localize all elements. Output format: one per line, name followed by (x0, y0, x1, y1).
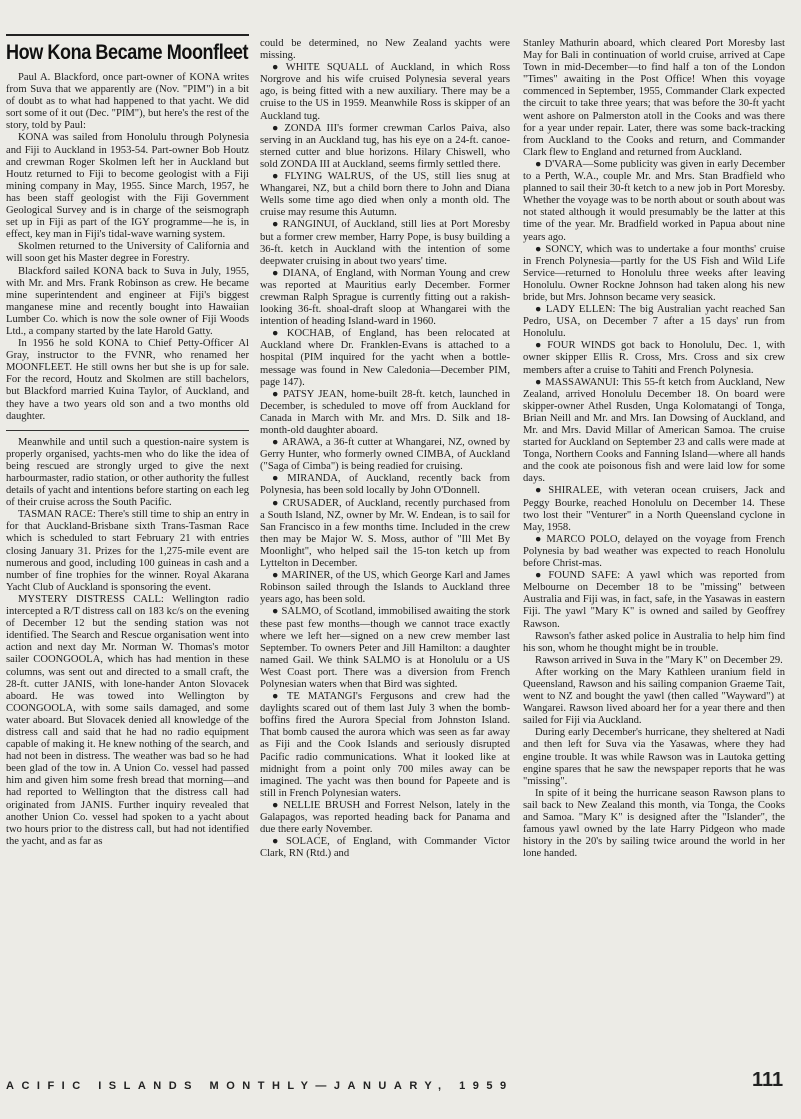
yacht-note: ● RANGINUI, of Auckland, still lies at Port Moresby but a former crew member, Harry Pope, is busy building a 36-ft. ketch in Auckland with the intention of some deepwater cruising in about two years' time. (260, 219, 510, 267)
bullet-icon: ● (272, 437, 279, 449)
bullet-icon: ● (272, 799, 281, 811)
yacht-note: ● PATSY JEAN, home-built 28-ft. ketch, launched in December, is scheduled to move off from Auckland for Canada in March with Mr. and Mrs. D. Silk and 18-month-old daughter aboard. (260, 388, 510, 436)
yacht-note: ● MIRANDA, of Auckland, recently back from Polynesia, has been sold locally by John O'Donnell. (260, 473, 510, 497)
bullet-icon: ● (535, 533, 544, 545)
column-1 (6, 38, 249, 1078)
bullet-icon: ● (272, 122, 282, 134)
bullet-icon: ● (535, 340, 545, 352)
note-paragraph: In spite of it being the hurricane season Rawson plans to sail back to New Zealand this month, via Tonga, the Cooks and Samoa. "Mary K" is designed after the "Islander", the famous yawl owned by the late Harry Pidgeon who made history in the 20's by sailing twice around the world in her lone handed. (523, 787, 785, 860)
bullet-icon: ● (272, 836, 283, 848)
bullet-icon: ● (272, 473, 285, 485)
note-paragraph: could be determined, no New Zealand yachts were missing. (260, 38, 510, 62)
yacht-note: ● MARCO POLO, delayed on the voyage from French Polynesia by bad weather was expected to reach Honolulu before Christ-mas. (523, 533, 785, 570)
yacht-note: ● TE MATANGI's Fergusons and crew had the daylights scared out of them last July 3 when the bomb-boffins fired the Aurora Special from Johnston Island. That bomb caused the aurora which was seen as far away as Fiji and the Cook Islands and seriously disrupted Pacific radio communications. What it looked like at midnight from a point only 700 miles away can be imagined. The yacht was then bound for Papeete and is still in French Polynesian waters. (260, 691, 510, 799)
bullet-icon: ● (272, 691, 284, 703)
yacht-note: ● D'VARA—Some publicity was given in early December to a Perth, W.A., couple Mr. and Mrs. Stan Bradfield who planned to sail their 30-ft ketch to a new job in Port Moresby. Whether the voyage was to be north about or south about was not stated although it would presumably be the latter at this time of the year. Mr. Bradfield worked in Papua about nine years ago. (523, 158, 785, 243)
yacht-note: ● SHIRALEE, with veteran ocean cruisers, Jack and Peggy Bourke, reached Honolulu on December 14. These two lost their "Venturer" in a North Queensland cyclone in May, 1958. (523, 485, 785, 533)
magazine-footer: ACIFIC ISLANDS MONTHLY—JANUARY, 1959 (6, 1080, 514, 1092)
bullet-icon: ● (535, 485, 546, 497)
bullet-icon: ● (535, 243, 543, 255)
yacht-note: ● ARAWA, a 36-ft cutter at Whangarei, NZ, owned by Gerry Hunter, who formerly owned CIMBA, of Auckland ("Saga of Cimba") is being readied for cruising. (260, 437, 510, 473)
note-paragraph: During early December's hurricane, they sheltered at Nadi and then left for Suva via the Yasawas, where they had engine trouble. It was while Rawson was in Lautoka getting engine spares that he saw the newspaper reports that he was "missing". (523, 727, 785, 787)
bullet-icon: ● (535, 158, 542, 170)
note-paragraph: Rawson's father asked police in Australia to help him find his son, whom he thought might be in trouble. (523, 630, 785, 654)
note-paragraph: TASMAN RACE: There's still time to ship an entry in for that Auckland-Brisbane sixth Trans-Tasman Race which is scheduled to start February 21 with entries closing January 31. Prizes for the 1,275-mile event are numerous and good, including 100 guineas in cash and a number of fine trophies for the winner. Royal Akarana Yacht Club of Auckland is sponsoring the event. (6, 509, 249, 593)
yacht-note: ● KOCHAB, of England, has been relocated at Auckland where Dr. Franklen-Evans is attached to a hospital (PIM inquired for the yacht when a bottle-message was found in New Caledonia—December PIM, page 147). (260, 328, 510, 388)
bullet-icon: ● (272, 388, 281, 400)
article-title: How Kona Became Moonfleet (6, 41, 249, 64)
yacht-note: ● DIANA, of England, with Norman Young and crew was reported at Mauritius early December. Former crewman Ralph Sprague is currently fitting out a rakish-looking 36-ft. shoal-draft sloop at Whangarei with the intention of heading Island-ward in 1960. (260, 267, 510, 328)
note-paragraph: Meanwhile and until such a question-naire system is properly organised, yachts-men who do like the idea of being rescued are strongly urged to give the next harbourmaster, radio station, or other authority the fullest details of yacht and intentions before starting on each leg of their cruise across the South Pacific. (6, 436, 249, 509)
yacht-note: ● ZONDA III's former crewman Carlos Paiva, also serving in an Auckland tug, has his eye on a 24-ft. canoe-sterned cutter and blue horizons. Hilary Chiswell, who sold ZONDA III at Auckland, seems firmly settled there. (260, 122, 510, 170)
column-3 (523, 38, 785, 1068)
top-rule-left (6, 34, 249, 36)
yacht-note: ● FOUR WINDS got back to Honolulu, Dec. 1, with owner skipper Ellis R. Cross, Mrs. Cross and six crew members after a cruise to Tahiti and French Polynesia. (523, 340, 785, 376)
yacht-note: ● MARINER, of the US, which George Karl and James Robinson sailed through the Islands to Auckland three years ago, has been sold. (260, 570, 510, 606)
yacht-note: ● SONCY, which was to undertake a four months' cruise in French Polynesia—partly for the US Fish and Wild Life Service—returned to Honolulu three weeks after leaving Honolulu. Owner Rockne Johnson had taken along his new bride, but Mrs. Johnson became very seasick. (523, 243, 785, 303)
note-paragraph: Stanley Mathurin aboard, which cleared Port Moresby last May for Bali in continuation of world cruise, arrived at Cape Town in mid-December—to find half a ton of the London "Times" awaiting in the Post Office! When this voyage commenced in September, 1955, Commander Clark expected the circuit to take three years; that was before the 30-ft yacht went ashore on Palmerston atoll in the Cooks and was there for a year under repair. Later, there was some back-tracking from Auckland to the Cooks and return, and Commander Clark flew to England and returned from Auckland. (523, 38, 785, 158)
note-paragraph: After working on the Mary Kathleen uranium field in Queensland, Rawson and his sailing companion Graeme Tait, went to NZ and bought the yawl (then called "Wayward") at Wangarei. Rawson lived aboard her for a year there and then sailed for Fiji via Auckland. (523, 666, 785, 727)
bullet-icon: ● (272, 219, 280, 231)
article-paragraph: Paul A. Blackford, once part-owner of KONA writes from Suva that we apparently are (Nov. "PIM") in a bit of doubt as to what had happened to that yacht. We did sort some of it out (Dec. "PIM"), but here's the rest of the story, told by Paul: (6, 72, 249, 132)
bullet-icon: ● (272, 328, 284, 340)
notes-body (6, 437, 249, 848)
yacht-note: ● SOLACE, of England, with Commander Victor Clark, RN (Rtd.) and (260, 836, 510, 860)
yacht-note: ● CRUSADER, of Auckland, recently purchased from a South Island, NZ, owner by Mr. W. Endean, is to sail for San Francisco in a few months time. Included in the crew then may be Major W. S. Moss, author of "Ill Met By Moonlight", who helped sail the 15-ton ketch up from Lyttelton in December. (260, 497, 510, 570)
yacht-note: ● FLYING WALRUS, of the US, still lies snug at Whangarei, NZ, but a child born there to John and Diana Wells some time ago died when only a month old. The cruise may resume this Autumn. (260, 171, 510, 219)
bullet-icon: ● (535, 570, 546, 582)
page-number: 111 (752, 1069, 784, 1091)
bullet-icon: ● (272, 171, 282, 183)
yacht-note: ● NELLIE BRUSH and Forrest Nelson, lately in the Galapagos, was reported heading back for Panama and due there early November. (260, 799, 510, 836)
bullet-icon: ● (535, 376, 543, 388)
note-paragraph: Rawson arrived in Suva in the "Mary K" on December 29. (535, 654, 783, 666)
yacht-note: ● WHITE SQUALL of Auckland, in which Ross Norgrove and his wife cruised Polynesia several years ago, is being fitted with a new auxiliary. There may be a cruise to the US in 1959. Meanwhile Ross is skipper of an Auckland tug. (260, 62, 510, 122)
yacht-note: ● FOUND SAFE: A yawl which was reported from Melbourne on December 18 to be "missing" between Australia and Fiji was, in fact, safe, in the Yasawas in eastern Fiji. The yawl "Mary K" is owned and sailed by Geoffrey Rawson. (523, 570, 785, 630)
note-paragraph: MYSTERY DISTRESS CALL: Wellington radio intercepted a R/T distress call on 183 kc/s on the evening of December 12 but the sending station was not identified. The Search and Rescue organisation went into action and next day Mr. Norman W. Thomas's motor sailer COONGOOLA, which has had mention in these columns, was sent out and directed to a small craft, the 28-ft. cutter JANIS, with lone-hander Anton Slovacek aboard. He was towed into Wellington by COONGOOLA, with some sails damaged, and some water aboard. But Slovacek denied all knowledge of the distress call and said that he had no radio equipment capable of making it. He knew nothing of the search, and had not been in distress. The weather was bad so he had been glad of the tow in. A Union Co. vessel had passed him and given him some fresh bread that morning—and had reported to Wellington that the distress call had originated from JANIS. Further inquiry revealed that another Union Co. vessel had spoken to a yacht about two hours prior to the distress call, but had not identified the yacht, and as far as (6, 593, 249, 847)
column-2 (260, 38, 510, 1068)
article-paragraph: KONA was sailed from Honolulu through Polynesia and Fiji to Auckland in 1953-54. Part-owner Bob Houtz and crewman Roger Skolmen left her in Auckland but Houtz returned to Fiji to become geologist with a Fiji mining company in May, 1955. Since March, 1957, he has been staff geologist with the Fiji Government Geological Survey and is in charge of the seismograph set up in Fiji as part of the IGY programme—he is, in effect, key man in Fiji's tidal-wave warning system. (6, 132, 249, 241)
yacht-note: ● MASSAWANUI: This 55-ft ketch from Auckland, New Zealand, arrived Honolulu December 18. On board were skipper-owner Athel Rusden, Unga Kolomatangi of Tonga, Brian Neill and Mr. and Mrs. Ian Dowsing of Auckland, and Mr. and Mrs. David Millar of American Samoa. The cruise started for Auckland on September 23 and calls were made at Tonga, Northern Cooks and Fanning Island—where all hands and the cook ate poisonous fish and were laid low for some days. (523, 376, 785, 485)
section-divider (6, 430, 249, 431)
article-paragraph: Blackford sailed KONA back to Suva in July, 1955, with Mr. and Mrs. Frank Robinson as crew. He became mine superintendent and engineer at Fiji's biggest manganese mine and recently bought into Hawaiian Lumber Co. which is now the sole owner of Fiji Woods Ltd., a company started by the late Harold Gatty. (6, 265, 249, 337)
bullet-icon: ● (272, 570, 279, 582)
bullet-icon: ● (272, 267, 280, 279)
article-paragraph: In 1956 he sold KONA to Chief Petty-Officer Al Gray, instructor to the FVNR, who renamed her MOONFLEET. He still owns her but she is up for sale. For the record, Houtz and Skolmen are still bachelors, but Blackford married Kuina Taylor, of Auckland, and they have a two years old son and a two months old daughter. (6, 338, 249, 422)
yacht-note: ● LADY ELLEN: The big Australian yacht reached San Pedro, USA, on December 7 after a 15 days' run from Honolulu. (523, 304, 785, 340)
bullet-icon: ● (272, 606, 279, 618)
article-paragraph: Skolmen returned to the University of California and will soon get his Master degree in Forestry. (6, 241, 249, 265)
bullet-icon: ● (272, 62, 283, 74)
bullet-icon: ● (535, 304, 543, 316)
bullet-icon: ● (272, 497, 280, 509)
yacht-note: ● SALMO, of Scotland, immobilised awaiting the stork these past few months—though we cannot trace exactly where we left her—signed on a new crew member last September. To owners Peter and Jill Hamilton: a daughter named Gail. We think SALMO is at Honolulu or a US West Coast port. There was a diversion from French Polynesian waters when that Bird was sighted. (260, 606, 510, 690)
article-body (6, 72, 249, 423)
